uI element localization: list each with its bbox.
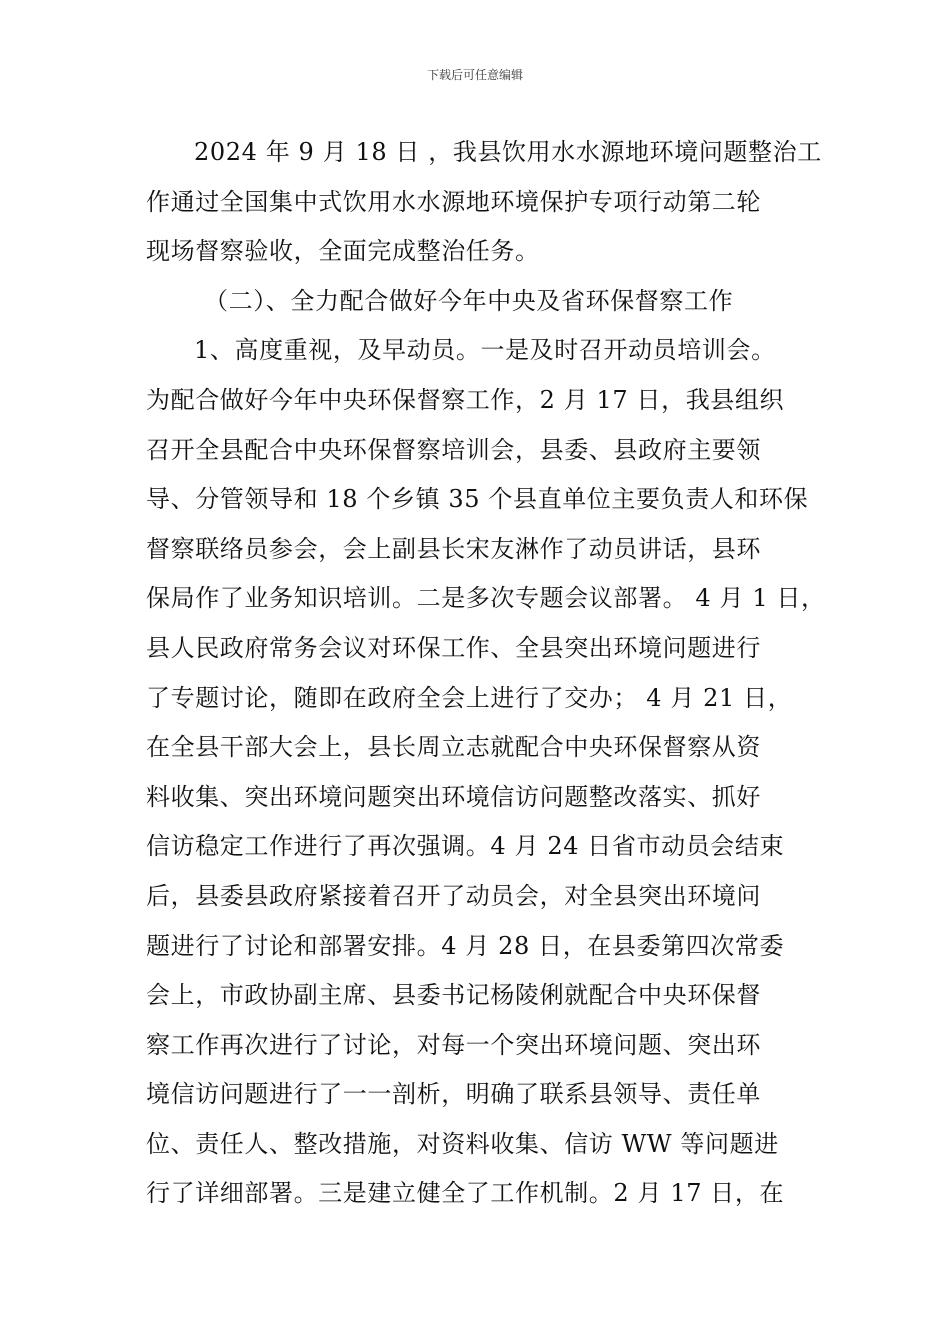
paragraph-line: 会上，市政协副主席、县委书记杨陵俐就配合中央环保督 (146, 981, 761, 1010)
paragraph-line: 召开全县配合中央环保督察培训会，县委、县政府主要领 (146, 435, 761, 464)
paragraph-line: 料收集、突出环境问题突出环境信访问题整改落实、抓好 (146, 782, 761, 811)
paragraph-line: 后，县委县政府紧接着召开了动员会，对全县突出环境问 (146, 881, 761, 910)
paragraph-line: 督察联络员参会，会上副县长宋友淋作了动员讲话，县环 (146, 534, 761, 563)
paragraph-line: 县人民政府常务会议对环保工作、全县突出环境问题进行 (146, 633, 761, 662)
paragraph-line: 2024 年 9 月 18 日 ，我县饮用水水源地环境问题整治工 (194, 138, 822, 166)
paragraph-line: 信访稳定工作进行了再次强调。4 月 24 日省市动员会结束 (146, 832, 785, 861)
paragraph-line: 行了详细部署。三是建立健全了工作机制。2 月 17 日，在 (146, 1179, 785, 1208)
paragraph-line: 题进行了讨论和部署安排。4 月 28 日，在县委第四次常委 (146, 931, 785, 960)
paragraph-line: 位、责任人、整改措施，对资料收集、信访 WW 等问题进 (146, 1129, 779, 1158)
paragraph-line: 境信访问题进行了一一剖析，明确了联系县领导、责任单 (146, 1080, 761, 1109)
paragraph-line: 现场督察验收，全面完成整治任务。 (146, 237, 540, 266)
paragraph-line: 为配合做好今年中央环保督察工作，2 月 17 日，我县组织 (146, 385, 785, 414)
section-heading: （二）、全力配合做好今年中央及省环保督察工作 (204, 286, 734, 315)
paragraph-line: 了专题讨论，随即在政府全会上进行了交办； 4 月 21 日， (146, 683, 793, 712)
paragraph-line: 作通过全国集中式饮用水水源地环境保护专项行动第二轮 (146, 187, 761, 216)
document-body (146, 128, 826, 1219)
paragraph-line: 保局作了业务知识培训。二是多次专题会议部署。 4 月 1 日， (146, 584, 826, 613)
page-header: 下载后可任意编辑 (426, 68, 523, 82)
paragraph-line: 导、分管领导和 18 个乡镇 35 个县直单位主要负责人和环保 (146, 485, 809, 514)
paragraph-line: 1、高度重视，及早动员。一是及时召开动员培训会。 (194, 336, 776, 365)
paragraph-line: 在全县干部大会上，县长周立志就配合中央环保督察从资 (146, 733, 761, 762)
paragraph-line: 察工作再次进行了讨论，对每一个突出环境问题、突出环 (146, 1030, 761, 1059)
